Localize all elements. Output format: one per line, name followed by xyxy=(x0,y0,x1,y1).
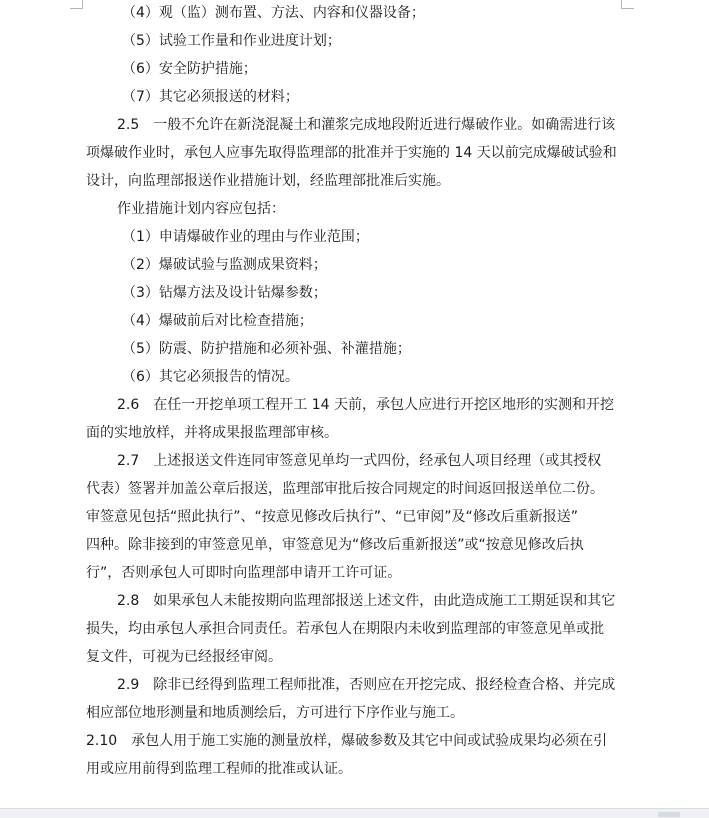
list-item: （5）防震、防护措施和必须补强、补灌措施； xyxy=(122,341,411,357)
scrollbar-thumb[interactable] xyxy=(658,812,680,817)
paragraph-line: 用或应用前得到监理工程师的批准或认证。 xyxy=(86,761,352,777)
paragraph-line: 2.5 一般不允许在新浇混凝土和灌浆完成地段附近进行爆破作业。如确需进行该 xyxy=(117,117,616,133)
list-item: （4）观（监）测布置、方法、内容和仪器设备； xyxy=(122,5,425,21)
paragraph-line: 行”，否则承包人可即时向监理部申请开工许可证。 xyxy=(86,565,402,581)
paragraph-line: 2.9 除非已经得到监理工程师批准，否则应在开挖完成、报经检查合格、并完成 xyxy=(117,677,616,693)
paragraph-line: 代表）签署并加盖公章后报送，监理部审批后按合同规定的时间返回报送单位二份。 xyxy=(86,481,604,497)
list-item: （5）试验工作量和作业进度计划； xyxy=(122,33,341,49)
paragraph-line: 审签意见包括“照此执行”、“按意见修改后执行”、“已审阅”及“修改后重新报送” xyxy=(86,509,579,525)
paragraph-line: 2.8 如果承包人未能按期向监理部报送上述文件，由此造成施工工期延误和其它 xyxy=(117,593,616,609)
paragraph-line: 2.7 上述报送文件连同审签意见单均一式四份，经承包人项目经理（或其授权 xyxy=(117,453,602,469)
page-corner-mark-left xyxy=(70,0,83,9)
list-item: （3）钻爆方法及设计钻爆参数； xyxy=(122,285,327,301)
paragraph-line: 设计，向监理部报送作业措施计划，经监理部批准后实施。 xyxy=(86,173,450,189)
list-item: （7）其它必须报送的材料； xyxy=(122,89,299,105)
list-item: （2）爆破试验与监测成果资料； xyxy=(122,257,327,273)
paragraph-line: 项爆破作业时，承包人应事先取得监理部的批准并于实施的 14 天以前完成爆破试验和 xyxy=(86,145,617,161)
page-corner-mark-right xyxy=(621,0,634,9)
paragraph-line: 面的实地放样，并将成果报监理部审核。 xyxy=(86,425,338,441)
paragraph-line: 相应部位地形测量和地质测绘后，方可进行下序作业与施工。 xyxy=(86,705,464,721)
paragraph-line: 2.6 在任一开挖单项工程开工 14 天前，承包人应进行开挖区地形的实测和开挖 xyxy=(117,397,614,413)
paragraph-line: 2.10 承包人用于施工实施的测量放样，爆破参数及其它中间或试验成果均必须在引 xyxy=(86,733,608,749)
list-item: （6）安全防护措施； xyxy=(122,61,257,77)
list-item: （6）其它必须报告的情况。 xyxy=(122,369,299,385)
paragraph-line: 四种。除非接到的审签意见单，审签意见为“修改后重新报送”或“按意见修改后执 xyxy=(86,537,584,553)
list-item: （1）申请爆破作业的理由与作业范围； xyxy=(122,229,369,245)
paragraph-line: 复文件，可视为已经报经审阅。 xyxy=(86,649,282,665)
paragraph-line: 作业措施计划内容应包括： xyxy=(117,201,285,217)
list-item: （4）爆破前后对比检查措施； xyxy=(122,313,313,329)
paragraph-line: 损失，均由承包人承担合同责任。若承包人在期限内未收到监理部的审签意见单或批 xyxy=(86,621,604,637)
